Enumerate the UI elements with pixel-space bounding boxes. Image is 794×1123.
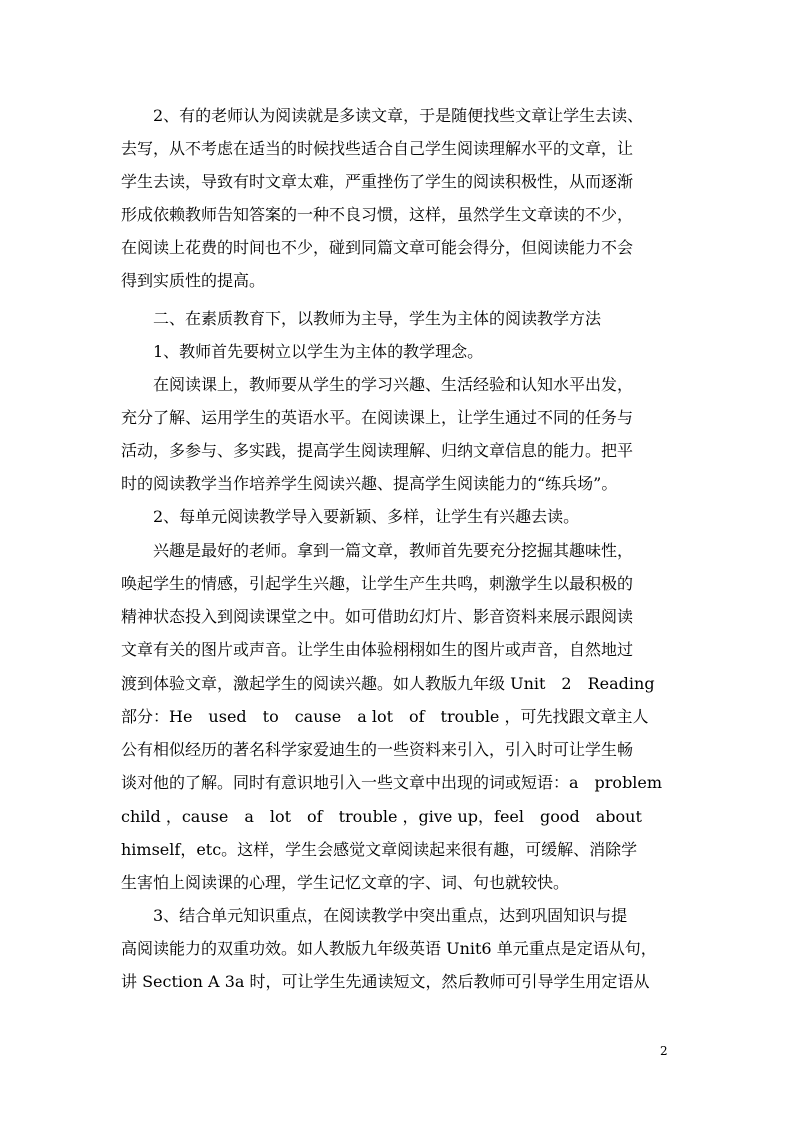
text-line: 公有相似经历的著名科学家爱迪生的一些资料来引入，引入时可让学生畅 <box>121 740 634 759</box>
section-heading: 二、在素质教育下，以教师为主导，学生为主体的阅读教学方法 <box>121 309 602 328</box>
text-line: 部分：He used to cause a lot of trouble ，可先找跟文章主人 <box>121 707 649 726</box>
text-line: 生害怕上阅读课的心理，学生记忆文章的字、词、句也就较快。 <box>121 873 570 892</box>
text-line: 形成依赖教师告知答案的一种不良习惯，这样，虽然学生文章读的不少， <box>121 205 634 224</box>
page-number: 2 <box>660 1044 668 1058</box>
text-line: 2、有的老师认为阅读就是多读文章，于是随便找些文章让学生去读、 <box>121 106 644 125</box>
text-line: 在阅读上花费的时间也不少，碰到同篇文章可能会得分，但阅读能力不会 <box>121 238 634 257</box>
text-line: himself，etc。这样，学生会感觉文章阅读起来很有趣，可缓解、消除学 <box>121 840 638 859</box>
text-line: 学生去读，导致有时文章太难，严重挫伤了学生的阅读积极性，从而逐渐 <box>121 172 634 191</box>
text-line: 去写，从不考虑在适当的时候找些适合自己学生阅读理解水平的文章，让 <box>121 139 634 158</box>
text-line: 高阅读能力的双重功效。如人教版九年级英语 Unit6 单元重点是定语从句， <box>121 939 657 958</box>
text-line: 文章有关的图片或声音。让学生由体验栩栩如生的图片或声音，自然地过 <box>121 640 634 659</box>
text-line: 精神状态投入到阅读课堂之中。如可借助幻灯片、影音资料来展示跟阅读 <box>121 607 634 626</box>
subheading: 1、教师首先要树立以学生为主体的教学理念。 <box>121 342 484 361</box>
text-line: 兴趣是最好的老师。拿到一篇文章，教师首先要充分挖掘其趣味性， <box>121 541 634 560</box>
subheading: 2、每单元阅读教学导入要新颖、多样，让学生有兴趣去读。 <box>121 507 580 526</box>
text-line: 时的阅读教学当作培养学生阅读兴趣、提高学生阅读能力的“练兵场”。 <box>121 474 618 493</box>
text-line: 谈对他的了解。同时有意识地引入一些文章中出现的词或短语：a problem <box>121 773 663 792</box>
text-line: 充分了解、运用学生的英语水平。在阅读课上，让学生通过不同的任务与 <box>121 408 634 427</box>
subheading: 3、结合单元知识重点，在阅读教学中突出重点，达到巩固知识与提 <box>121 906 628 925</box>
text-line: 活动，多参与、多实践，提高学生阅读理解、归纳文章信息的能力。把平 <box>121 441 634 460</box>
text-line: 讲 Section A 3a 时，可让学生先通读短文，然后教师可引导学生用定语从 <box>121 972 650 991</box>
text-line: 唤起学生的情感，引起学生兴趣，让学生产生共鸣，刺激学生以最积极的 <box>121 574 634 593</box>
text-line: 渡到体验文章，激起学生的阅读兴趣。如人教版九年级 Unit 2 Reading <box>121 674 655 693</box>
text-line: 在阅读课上，教师要从学生的学习兴趣、生活经验和认知水平出发， <box>121 375 634 394</box>
text-line: child ，cause a lot of trouble ，give up，feel good about <box>121 807 642 826</box>
text-line: 得到实质性的提高。 <box>121 271 266 290</box>
